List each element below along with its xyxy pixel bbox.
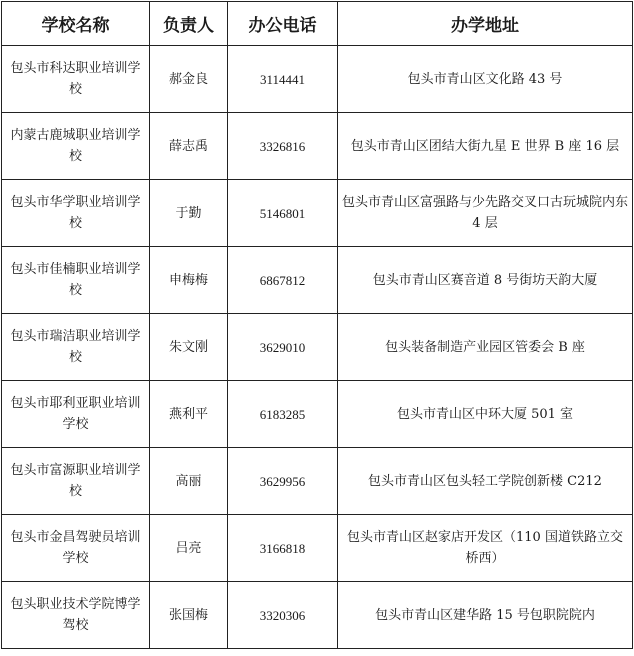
phone-cell: 3629010 (228, 314, 338, 381)
person-cell: 吕亮 (150, 515, 228, 582)
address-cell: 包头市青山区文化路 43 号 (338, 46, 633, 113)
table-row (2, 515, 633, 582)
address-cell: 包头市青山区建华路 15 号包职院院内 (338, 582, 633, 649)
person-cell: 张国梅 (150, 582, 228, 649)
phone-cell: 3326816 (228, 113, 338, 180)
table-row (2, 46, 633, 113)
phone-cell: 3114441 (228, 46, 338, 113)
person-cell: 申梅梅 (150, 247, 228, 314)
address-cell: 包头市青山区团结大街九星 E 世界 B 座 16 层 (338, 113, 633, 180)
person-cell: 郝金良 (150, 46, 228, 113)
header-row (2, 2, 633, 46)
school-name-cell: 包头市金昌驾驶员培训学校 (2, 515, 150, 582)
phone-cell: 3166818 (228, 515, 338, 582)
header-office-phone: 办公电话 (228, 2, 338, 46)
header-person-in-charge: 负责人 (150, 2, 228, 46)
person-cell: 薛志禹 (150, 113, 228, 180)
school-name-cell: 内蒙古鹿城职业培训学校 (2, 113, 150, 180)
address-cell: 包头装备制造产业园区管委会 B 座 (338, 314, 633, 381)
address-cell: 包头市青山区赵家店开发区（110 国道铁路立交桥西） (338, 515, 633, 582)
school-name-cell: 包头市富源职业培训学校 (2, 448, 150, 515)
person-cell: 高丽 (150, 448, 228, 515)
address-cell: 包头市青山区赛音道 8 号街坊天韵大厦 (338, 247, 633, 314)
table-row (2, 180, 633, 247)
table-header (2, 2, 633, 46)
person-cell: 朱文刚 (150, 314, 228, 381)
phone-cell: 3320306 (228, 582, 338, 649)
person-cell: 于勤 (150, 180, 228, 247)
table-row (2, 582, 633, 649)
table-row (2, 381, 633, 448)
table-row (2, 247, 633, 314)
phone-cell: 3629956 (228, 448, 338, 515)
address-cell: 包头市青山区富强路与少先路交叉口古玩城院内东 4 层 (338, 180, 633, 247)
phone-cell: 6183285 (228, 381, 338, 448)
school-name-cell: 包头市科达职业培训学校 (2, 46, 150, 113)
school-name-cell: 包头市耶利亚职业培训学校 (2, 381, 150, 448)
header-school-address: 办学地址 (338, 2, 633, 46)
school-name-cell: 包头市佳楠职业培训学校 (2, 247, 150, 314)
school-name-cell: 包头市瑞洁职业培训学校 (2, 314, 150, 381)
table-body (2, 46, 633, 649)
phone-cell: 6867812 (228, 247, 338, 314)
table-row (2, 448, 633, 515)
school-name-cell: 包头市华学职业培训学校 (2, 180, 150, 247)
phone-cell: 5146801 (228, 180, 338, 247)
address-cell: 包头市青山区中环大厦 501 室 (338, 381, 633, 448)
school-table (1, 1, 633, 649)
school-name-cell: 包头职业技术学院博学驾校 (2, 582, 150, 649)
address-cell: 包头市青山区包头轻工学院创新楼 C212 (338, 448, 633, 515)
person-cell: 燕利平 (150, 381, 228, 448)
table-row (2, 314, 633, 381)
table-row (2, 113, 633, 180)
header-school-name: 学校名称 (2, 2, 150, 46)
